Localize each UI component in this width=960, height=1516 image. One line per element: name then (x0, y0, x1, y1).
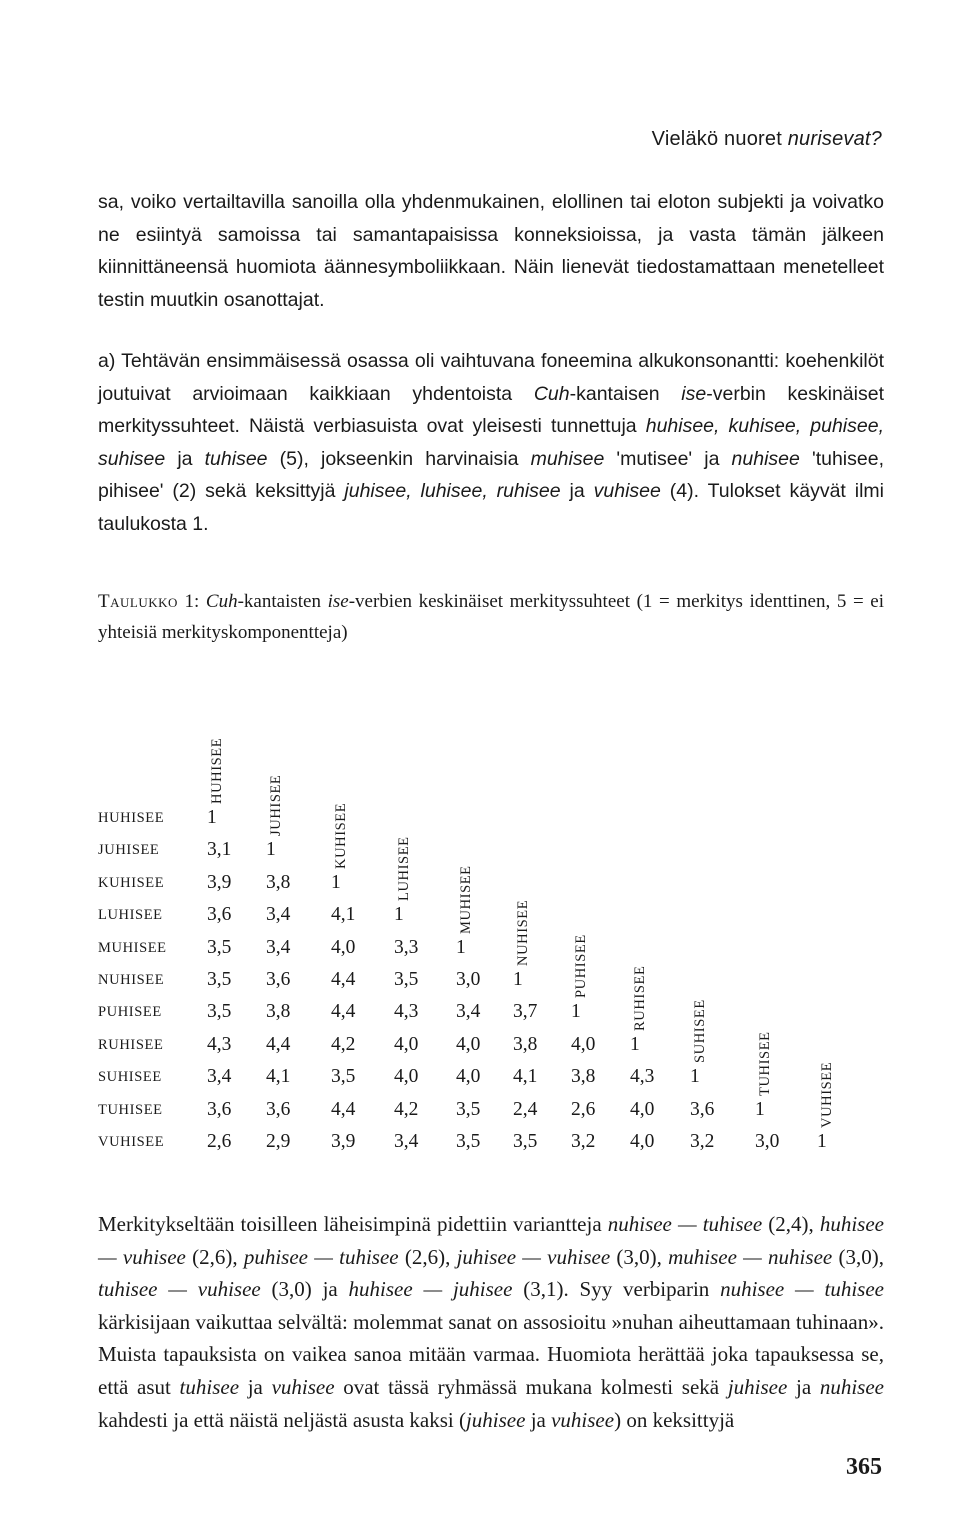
italic-run: Cuh (533, 382, 570, 405)
row-label: RUHISEE (98, 1036, 164, 1053)
matrix-cell: 4,3 (394, 1001, 419, 1023)
italic-run: Cuh (205, 591, 238, 612)
italic-run: vuhisee (271, 1374, 335, 1399)
text-run: (3,0), (832, 1244, 884, 1269)
matrix-cell: 3,5 (207, 1001, 232, 1023)
text-run: ja (525, 1407, 552, 1432)
italic-run: juhisee (727, 1374, 788, 1399)
text-run: ja (560, 480, 594, 502)
text-run: ja (165, 447, 205, 470)
matrix-cell: 3,8 (266, 1001, 291, 1023)
italic-run: huhisee — vuhisee (98, 1212, 884, 1269)
matrix-cell: 1 (630, 1033, 640, 1055)
italic-run: ise (327, 591, 349, 612)
italic-run: huhisee — juhisee (348, 1277, 513, 1302)
italic-run: muhisee — nuhisee (668, 1244, 833, 1269)
italic-run: huhisee, kuhisee, puhisee, suhisee (98, 415, 884, 470)
italic-run: nuhisee (819, 1374, 884, 1399)
column-header: JUHISEE (268, 774, 284, 837)
matrix-cell: 3,4 (456, 1001, 481, 1023)
column-header: VUHISEE (819, 1061, 835, 1128)
paragraph-1: sa, voiko vertailtavilla sanoilla olla yhdenmukainen, elollinen tai eloton subjekti ja voivatko ne esiintyä samoissa tai samantapaisissa konneksioissa, ja vasta tämän jälkeen kiinnittäneensä huomiota äännesymboliikkaan. Näin lienevät tiedostamattaan menetelleet testin muutkin osanottajat. (98, 191, 884, 311)
matrix-cell: 3,8 (571, 1066, 596, 1088)
matrix-cell: 1 (571, 1001, 581, 1023)
matrix-cell: 4,0 (630, 1131, 655, 1152)
row-label: NUHISEE (98, 972, 165, 988)
matrix-cell: 4,2 (394, 1098, 419, 1120)
text-run: kärkisijaan vaikuttaa selvältä: molemmat sanat on assosioitu »nuhan aiheuttamaan tuhinaan». Muista tapauksista on vaikea sanoa mitään varmaa. Huomiota herättää joka tapauksessa se, että asut (98, 1309, 884, 1399)
matrix-cell: 3,4 (394, 1131, 419, 1152)
matrix-cell: 3,5 (456, 1098, 481, 1120)
matrix-cell: 3,2 (690, 1131, 715, 1152)
matrix-cell: 3,0 (456, 969, 481, 990)
row-label: VUHISEE (98, 1134, 165, 1150)
text-run: (3,0), (610, 1244, 669, 1269)
row-label: SUHISEE (98, 1069, 162, 1086)
matrix-cell: 1 (755, 1098, 765, 1120)
italic-run: muhisee (530, 447, 605, 470)
text-run: ja (787, 1374, 820, 1399)
column-header: LUHISEE (396, 836, 412, 902)
text-run: (2,6), (398, 1244, 457, 1269)
matrix-cell: 3,5 (207, 936, 232, 958)
matrix-cell: 3,5 (331, 1066, 356, 1088)
matrix-cell: 4,4 (331, 969, 356, 990)
text-run: ja (239, 1374, 272, 1399)
text-run: (3,1). Syy verbiparin (512, 1277, 721, 1302)
matrix-cell: 4,0 (394, 1033, 419, 1055)
text-run: 1: (177, 591, 206, 612)
italic-run: nuhisee (731, 447, 800, 470)
matrix-cell: 4,0 (394, 1066, 419, 1088)
running-header-italic: nurisevat? (787, 128, 882, 150)
text-run: 'mutisee' ja (604, 447, 732, 470)
matrix-cell: 2,6 (571, 1098, 596, 1120)
matrix-cell: 1 (456, 936, 466, 958)
text-run: ovat tässä ryhmässä mukana kolmesti sekä (334, 1374, 728, 1399)
matrix-cell: 3,6 (207, 904, 232, 926)
text-run: (5), jokseenkin harvinaisia (267, 447, 531, 470)
text-run: (2,4), (762, 1212, 820, 1236)
matrix-cell: 3,3 (394, 936, 419, 958)
matrix-cell: 1 (690, 1066, 700, 1088)
matrix-cell: 3,2 (571, 1131, 596, 1152)
matrix-cell: 4,4 (266, 1033, 291, 1055)
row-label: PUHISEE (98, 1004, 162, 1021)
matrix-cell: 3,4 (266, 904, 291, 926)
text-run: (2,6), (185, 1244, 244, 1269)
text-run: 'tuhisee, pihisee' (2) sekä keksittyjä (98, 447, 884, 502)
matrix-cell: 4,0 (331, 936, 356, 958)
matrix-cell: 4,2 (331, 1033, 356, 1055)
column-header: PUHISEE (573, 934, 589, 999)
matrix-cell: 3,9 (331, 1131, 356, 1152)
matrix-cell: 1 (266, 839, 276, 861)
text-run: -verbin keskinäiset merkityssuhteet. Näistä verbiasuista ovat yleisesti tunnettuja (98, 382, 884, 437)
matrix-cell: 2,4 (513, 1098, 538, 1120)
matrix-cell: 3,5 (207, 969, 232, 990)
italic-run: juhisee, luhisee, ruhisee (344, 480, 561, 502)
matrix-cell: 1 (331, 871, 341, 893)
matrix-cell: 4,1 (331, 904, 356, 926)
matrix-cell: 1 (513, 969, 523, 990)
row-label: JUHISEE (98, 842, 160, 859)
matrix-cell: 3,6 (266, 969, 291, 990)
text-run: a) Tehtävän ensimmäisessä osassa oli vaihtuvana foneemina alkukonsonantti: koehenkilöt joutuivat arvioimaan kaikkiaan yhdentoista (98, 350, 884, 405)
row-label: LUHISEE (98, 907, 163, 924)
text-run: (3,0) ja (260, 1277, 349, 1302)
page-number: 365 (846, 1454, 882, 1480)
running-header-text: Vieläkö nuoret (651, 128, 788, 150)
matrix-cell: 1 (394, 904, 404, 926)
matrix-cell: 4,0 (571, 1033, 596, 1055)
matrix-cell: 3,7 (513, 1001, 538, 1023)
matrix-cell: 4,0 (456, 1033, 481, 1055)
matrix-cell: 3,5 (456, 1131, 481, 1152)
row-label: KUHISEE (98, 874, 165, 891)
matrix-cell: 4,1 (266, 1066, 291, 1088)
matrix-cell: 4,4 (331, 1098, 356, 1120)
italic-run: nuhisee — tuhisee (720, 1277, 884, 1302)
italic-run: puhisee — tuhisee (243, 1244, 399, 1269)
matrix-cell: 1 (817, 1131, 827, 1152)
italic-run: tuhisee — vuhisee (98, 1277, 261, 1302)
text-run: kahdesti ja että näistä neljästä asusta kaksi ( (98, 1407, 466, 1432)
column-header: KUHISEE (333, 802, 349, 869)
column-header: TUHISEE (757, 1030, 773, 1096)
text-run: Merkitykseltään toisilleen läheisimpinä pidettiin variantteja (98, 1212, 608, 1236)
matrix-cell: 2,6 (207, 1131, 232, 1152)
matrix-cell: 4,4 (331, 1001, 356, 1023)
row-label: TUHISEE (98, 1101, 163, 1118)
matrix-cell: 3,8 (513, 1033, 538, 1055)
caption-label: Taulukko (98, 591, 178, 612)
column-header: NUHISEE (515, 899, 531, 966)
italic-run: nuhisee — tuhisee (607, 1212, 763, 1236)
matrix-cell: 4,0 (630, 1098, 655, 1120)
matrix-cell: 3,1 (207, 839, 232, 861)
column-header: MUHISEE (458, 864, 474, 934)
paragraph-3 (98, 1208, 884, 1436)
row-label: MUHISEE (98, 939, 167, 956)
matrix-cell: 3,6 (690, 1098, 715, 1120)
matrix-cell: 3,5 (394, 969, 419, 990)
italic-run: juhisee (465, 1407, 526, 1432)
text-run: ) on keksittyjä (614, 1407, 735, 1432)
matrix-cell: 3,6 (266, 1098, 291, 1120)
italic-run: vuhisee (593, 480, 661, 502)
text-run: -kantaisen (569, 382, 682, 405)
matrix-cell: 3,8 (266, 871, 291, 893)
column-header: SUHISEE (692, 999, 708, 1064)
text-run: -kantaisten (237, 591, 328, 612)
matrix-cell: 3,4 (266, 936, 291, 958)
matrix-cell: 1 (207, 807, 217, 828)
row-label: HUHISEE (98, 810, 165, 826)
matrix-cell: 4,1 (513, 1066, 538, 1088)
matrix-cell: 3,5 (513, 1131, 538, 1152)
italic-run: vuhisee (551, 1407, 615, 1432)
matrix-cell: 4,0 (456, 1066, 481, 1088)
matrix-cell: 3,6 (207, 1098, 232, 1120)
matrix-cell: 4,3 (630, 1066, 655, 1088)
matrix-cell: 4,3 (207, 1033, 232, 1055)
text-run: (4). Tulokset käyvät ilmi taulukosta 1. (98, 480, 884, 535)
matrix-cell: 3,4 (207, 1066, 232, 1088)
text-run: -verbien keskinäiset merkityssuhteet (1 = merkitys identtinen, 5 = ei yhteisiä merkityskomponentteja) (98, 591, 885, 643)
matrix-cell: 3,0 (755, 1131, 780, 1152)
matrix-cell: 3,9 (207, 871, 232, 893)
matrix-cell: 2,9 (266, 1131, 291, 1152)
italic-run: tuhisee (204, 447, 268, 470)
column-header: RUHISEE (632, 965, 648, 1031)
italic-run: ise (681, 382, 707, 405)
italic-run: juhisee — vuhisee (456, 1244, 611, 1269)
italic-run: tuhisee (179, 1374, 240, 1399)
column-header: HUHISEE (209, 737, 225, 804)
